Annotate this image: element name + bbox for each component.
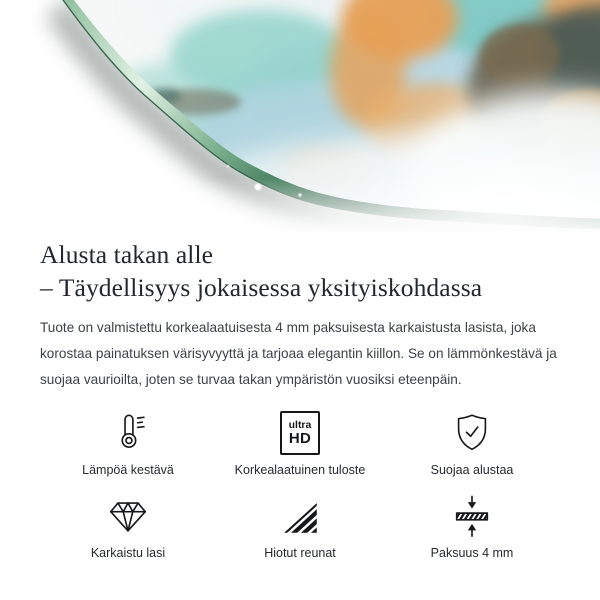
feature-heat-resistant bbox=[42, 409, 214, 478]
shield-check-icon bbox=[449, 409, 495, 457]
product-info-section bbox=[0, 232, 600, 561]
feature-label: Paksuus 4 mm bbox=[430, 546, 514, 560]
thermometer-icon bbox=[105, 409, 151, 457]
feature-ultra-hd-print bbox=[214, 409, 386, 478]
ultra-hd-icon-text-top: ultra bbox=[288, 418, 312, 431]
title-line-1: Alusta takan alle bbox=[40, 240, 214, 269]
feature-polished-edges bbox=[214, 492, 386, 561]
feature-label: Korkealaatuinen tuloste bbox=[234, 463, 366, 477]
page-title bbox=[40, 238, 560, 304]
diamond-icon bbox=[105, 492, 151, 540]
feature-label: Karkaistu lasi bbox=[90, 546, 166, 560]
small-glint bbox=[227, 165, 229, 167]
product-hero-image bbox=[0, 0, 600, 232]
glass-panel bbox=[0, 0, 600, 232]
title-line-2: – Täydellisyys jokaisessa yksityiskohdassa bbox=[40, 273, 483, 302]
ultra-hd-icon-text-bottom: HD bbox=[288, 430, 312, 448]
feature-thickness-4mm bbox=[386, 492, 558, 561]
features-grid bbox=[40, 409, 560, 561]
small-glint bbox=[298, 193, 301, 196]
feature-label: Hiotut reunat bbox=[264, 546, 336, 560]
thickness-icon bbox=[449, 492, 495, 540]
feature-label: Lämpöä kestävä bbox=[82, 463, 174, 477]
polished-edges-icon bbox=[277, 492, 323, 540]
product-description: Tuote on valmistettu korkealaatuisesta 4 mm paksuisesta karkaistusta lasista, joka korostaa painatuksen värisyvyyttä ja tarjoaa elegantin kiillon. Se on lämmönkestävä ja suojaa vaurioilta, joten se turvaa takan ympäristön vuosiksi eteenpäin. bbox=[40, 320, 557, 387]
feature-protects-base bbox=[386, 409, 558, 478]
feature-label: Suojaa alustaa bbox=[430, 463, 514, 477]
ultra-hd-icon bbox=[280, 409, 320, 457]
feature-tempered-glass bbox=[42, 492, 214, 561]
